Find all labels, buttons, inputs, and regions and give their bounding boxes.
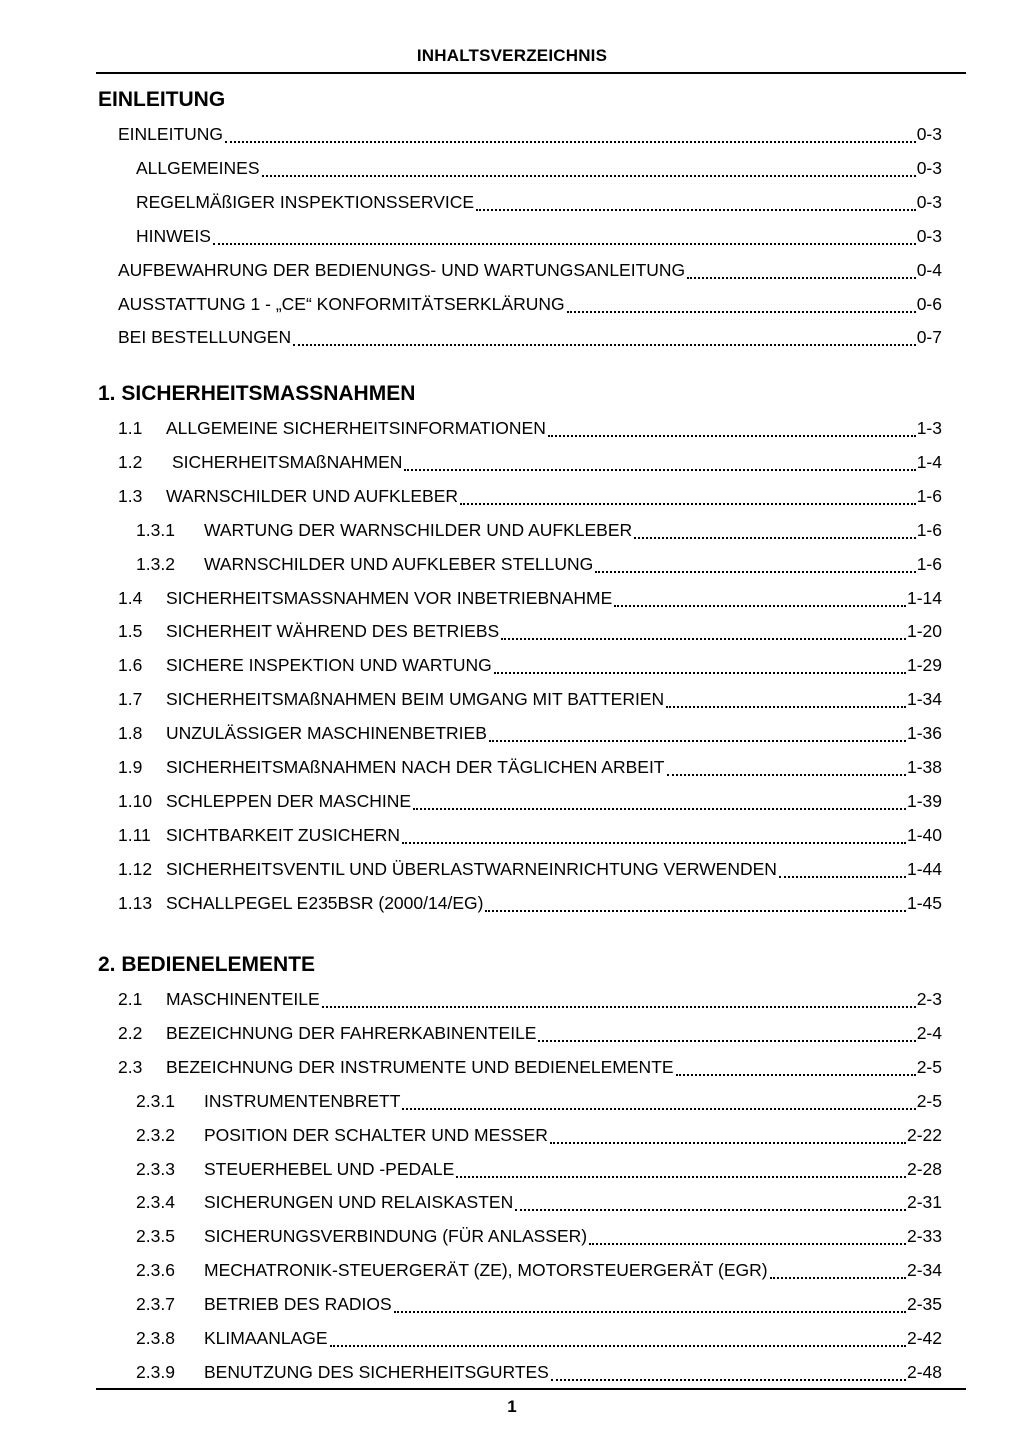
dot-leader (551, 1362, 906, 1386)
toc-entry-title: BENUTZUNG DES SICHERHEITSGURTES (204, 1361, 549, 1382)
toc-entry-title: BETRIEB DES RADIOS (204, 1294, 392, 1315)
toc-entry[interactable] (136, 520, 942, 544)
toc-entry-title: AUSSTATTUNG 1 - „CE“ KONFORMITÄTSERKLÄRUNG (118, 293, 565, 314)
toc-entry-title: SCHLEPPEN DER MASCHINE (166, 790, 412, 811)
toc-entry-title: REGELMÄßIGER INSPEKTIONSSERVICE (136, 191, 475, 212)
toc-entry-page: 1-36 (906, 723, 942, 744)
toc-entry-number: 2.2 (118, 1022, 143, 1043)
toc-entry[interactable] (136, 1260, 942, 1284)
toc-entry[interactable] (118, 124, 942, 148)
toc-entry-title: SICHTBARKEIT ZUSICHERN (166, 824, 401, 845)
toc-entry-title: SICHERHEITSMAßNAHMEN BEIM UMGANG MIT BATTERIEN (166, 689, 665, 710)
toc-entry[interactable] (118, 621, 942, 645)
toc-entry-number: 1.4 (118, 587, 143, 608)
dot-leader (485, 893, 906, 917)
dot-leader (667, 757, 906, 781)
dot-leader (494, 655, 906, 679)
toc-entry[interactable] (136, 1159, 942, 1183)
toc-entry[interactable] (118, 452, 942, 476)
toc-entry[interactable] (118, 294, 942, 318)
dot-leader (293, 327, 916, 351)
dot-leader (567, 294, 916, 318)
toc-entry-number: 1.6 (118, 655, 143, 676)
toc-entry-title: EINLEITUNG (118, 124, 224, 144)
toc-entry-title: BEZEICHNUNG DER FAHRERKABINENTEILE (166, 1022, 537, 1043)
dot-leader (330, 1328, 906, 1352)
dot-leader (589, 1226, 906, 1250)
toc-entry-number: 2.3.8 (136, 1328, 175, 1348)
toc-entry-page: 0-3 (916, 225, 942, 246)
toc-entry-title: SCHALLPEGEL E235BSR (2000/14/EG) (166, 892, 484, 913)
toc-entry-title: MASCHINENTEILE (166, 989, 320, 1009)
toc-entry-page: 2-22 (906, 1124, 942, 1145)
toc-entry-page: 1-34 (906, 689, 942, 710)
dot-leader (460, 486, 916, 510)
toc-entry-title: ALLGEMEINES (136, 157, 260, 178)
toc-entry-number: 2.3.1 (136, 1090, 175, 1111)
toc-entry-page: 2-28 (906, 1158, 942, 1179)
dot-leader (687, 260, 916, 284)
toc-entry-title: WARNSCHILDER UND AUFKLEBER (166, 485, 459, 506)
page-number: 1 (507, 1397, 517, 1416)
footer-rule (96, 1388, 966, 1390)
toc-entry-title: SICHERHEITSVENTIL UND ÜBERLASTWARNEINRICHTUNG VERWENDEN (166, 858, 777, 879)
toc-entry-page: 0-6 (916, 293, 942, 314)
toc-entry-page: 1-39 (906, 790, 942, 811)
toc-entry-number: 2.3.3 (136, 1158, 175, 1179)
dot-leader (413, 791, 906, 815)
toc-entry-page: 1-4 (916, 451, 942, 472)
toc-entry-page: 1-20 (906, 621, 942, 642)
toc-entry[interactable] (136, 1362, 942, 1386)
toc-entry[interactable] (118, 859, 942, 883)
dot-leader (489, 723, 906, 747)
toc-entry-title: SICHERE INSPEKTION UND WARTUNG (166, 655, 492, 676)
toc-entry[interactable] (118, 825, 942, 849)
header-rule (96, 72, 966, 74)
toc-entry-title: SICHERHEIT WÄHREND DES BETRIEBS (166, 621, 500, 642)
dot-leader (550, 1125, 906, 1149)
toc-entry[interactable] (136, 1125, 942, 1149)
toc-entry-page: 2-31 (906, 1192, 942, 1213)
dot-leader (394, 1294, 906, 1318)
toc-entry-number: 2.1 (118, 989, 143, 1009)
toc-entry-page: 1-38 (906, 757, 942, 777)
toc-entry-page: 2-42 (906, 1328, 942, 1348)
toc-entry-page: 1-6 (916, 553, 942, 574)
section-title: 1. SICHERHEITSMASSNAHMEN (98, 382, 416, 405)
dot-leader (676, 1057, 916, 1081)
toc-entry-title: SICHERHEITSMASSNAHMEN VOR INBETRIEBNAHME (166, 587, 613, 608)
toc-entry-title: KLIMAANLAGE (204, 1328, 328, 1348)
dot-leader (595, 554, 915, 578)
dot-leader (779, 859, 906, 883)
toc-entry-title: UNZULÄSSIGER MASCHINENBETRIEB (166, 723, 487, 744)
toc-entry-number: 1.13 (118, 892, 153, 913)
toc-entry[interactable] (118, 893, 942, 917)
toc-entry-page: 2-3 (916, 989, 942, 1009)
toc-entry-page: 0-7 (916, 327, 942, 348)
toc-entry[interactable] (118, 588, 942, 612)
toc-entry[interactable] (136, 1091, 942, 1115)
dot-leader (548, 418, 916, 442)
toc-entry[interactable] (136, 1226, 942, 1250)
toc-entry-title: BEZEICHNUNG DER INSTRUMENTE UND BEDIENELEMENTE (166, 1056, 674, 1077)
toc-entry-page: 1-3 (916, 418, 942, 438)
toc-entry-title: HINWEIS (136, 225, 211, 246)
toc-entry-title: AUFBEWAHRUNG DER BEDIENUNGS- UND WARTUNGSANLEITUNG (118, 259, 686, 280)
toc-entry-page: 0-3 (916, 191, 942, 212)
toc-entry-title: INSTRUMENTENBRETT (204, 1090, 401, 1111)
dot-leader (404, 452, 915, 476)
toc-entry[interactable] (136, 554, 942, 578)
toc-entry[interactable] (136, 1294, 942, 1318)
toc-entry-page: 1-44 (906, 858, 942, 879)
toc-entry-page: 2-5 (916, 1056, 942, 1077)
toc-entry[interactable] (118, 1023, 942, 1047)
dot-leader (322, 989, 916, 1013)
toc-entry-number: 2.3.7 (136, 1294, 175, 1315)
toc-entry-page: 1-6 (916, 485, 942, 506)
toc-entry-number: 2.3.4 (136, 1192, 175, 1213)
toc-entry-number: 1.3.1 (136, 519, 175, 540)
toc-entry-title: WARNSCHILDER UND AUFKLEBER STELLUNG (204, 553, 594, 574)
dot-leader (262, 158, 916, 182)
toc-entry-page: 2-35 (906, 1294, 942, 1315)
toc-entry[interactable] (118, 486, 942, 510)
toc-entry[interactable] (136, 192, 942, 216)
toc-entry-page: 1-14 (906, 587, 942, 608)
toc-entry-page: 1-45 (906, 892, 942, 913)
toc-entry[interactable] (118, 655, 942, 679)
toc-entry-number: 2.3.2 (136, 1124, 175, 1145)
dot-leader (614, 588, 906, 612)
toc-entry-number: 1.2 (118, 451, 143, 472)
toc-entry-title: SICHERHEITSMAßNAHMEN (172, 451, 403, 472)
toc-entry[interactable] (118, 327, 942, 351)
toc-entry-title: STEUERHEBEL UND -PEDALE (204, 1158, 455, 1179)
toc-entry-page: 1-40 (906, 824, 942, 845)
dot-leader (501, 621, 906, 645)
toc-entry[interactable] (118, 791, 942, 815)
toc-entry[interactable] (118, 689, 942, 713)
toc-entry-number: 2.3.9 (136, 1361, 175, 1382)
toc-entry-number: 1.8 (118, 723, 143, 744)
page-header: INHALTSVERZEICHNIS (416, 46, 608, 65)
dot-leader (538, 1023, 915, 1047)
toc-entry[interactable] (118, 418, 942, 442)
toc-entry-title: MECHATRONIK-STEUERGERÄT (ZE), MOTORSTEUERGERÄT (EGR) (204, 1260, 768, 1281)
toc-entry-title: SICHERUNGEN UND RELAISKASTEN (204, 1192, 514, 1213)
toc-entry-title: POSITION DER SCHALTER UND MESSER (204, 1124, 548, 1145)
toc-entry-page: 2-33 (906, 1226, 942, 1247)
toc-entry[interactable] (136, 226, 942, 250)
toc-entry-number: 2.3.5 (136, 1226, 175, 1247)
dot-leader (456, 1159, 906, 1183)
toc-entry-title: ALLGEMEINE SICHERHEITSINFORMATIONEN (166, 418, 546, 438)
toc-entry-number: 2.3.6 (136, 1260, 175, 1281)
section-title: EINLEITUNG (98, 88, 226, 111)
toc-entry[interactable] (118, 757, 942, 781)
dot-leader (225, 124, 916, 148)
toc-entry-page: 2-34 (906, 1260, 942, 1281)
dot-leader (666, 689, 906, 713)
dot-leader (476, 192, 916, 216)
toc-entry[interactable] (118, 260, 942, 284)
dot-leader (213, 226, 916, 250)
toc-entry-number: 1.9 (118, 757, 143, 777)
toc-entry-number: 1.12 (118, 858, 153, 879)
toc-entry[interactable] (136, 1192, 942, 1216)
section-title: 2. BEDIENELEMENTE (98, 953, 316, 976)
toc-entry-title: SICHERUNGSVERBINDUNG (FÜR ANLASSER) (204, 1226, 588, 1247)
toc-entry[interactable] (118, 989, 942, 1013)
toc-entry-page: 2-5 (916, 1090, 942, 1111)
dot-leader (770, 1260, 906, 1284)
toc-entry-page: 0-3 (916, 157, 942, 178)
toc-entry[interactable] (118, 1057, 942, 1081)
dot-leader (402, 1091, 915, 1115)
toc-entry-page: 0-4 (916, 259, 942, 280)
toc-entry-number: 1.7 (118, 689, 143, 710)
toc-entry-number: 1.11 (118, 824, 151, 845)
toc-entry-number: 2.3 (118, 1056, 143, 1077)
toc-entry-title: SICHERHEITSMAßNAHMEN NACH DER TÄGLICHEN ARBEIT (166, 757, 665, 777)
toc-entry-page: 2-48 (906, 1361, 942, 1382)
toc-entry-page: 1-29 (906, 655, 942, 676)
toc-entry-title: BEI BESTELLUNGEN (118, 327, 292, 348)
toc-entry-number: 1.3 (118, 485, 143, 506)
dot-leader (515, 1192, 906, 1216)
toc-entry-number: 1.1 (118, 418, 143, 438)
toc-entry-page: 1-6 (916, 519, 942, 540)
toc-entry-number: 1.5 (118, 621, 143, 642)
dot-leader (402, 825, 906, 849)
dot-leader (634, 520, 916, 544)
toc-entry-number: 1.3.2 (136, 553, 175, 574)
toc-entry-title: WARTUNG DER WARNSCHILDER UND AUFKLEBER (204, 519, 633, 540)
toc-entry-page: 0-3 (916, 124, 942, 144)
toc-entry[interactable] (136, 158, 942, 182)
toc-entry[interactable] (118, 723, 942, 747)
toc-entry[interactable] (136, 1328, 942, 1352)
toc-entry-number: 1.10 (118, 790, 153, 811)
toc-entry-page: 2-4 (916, 1022, 942, 1043)
